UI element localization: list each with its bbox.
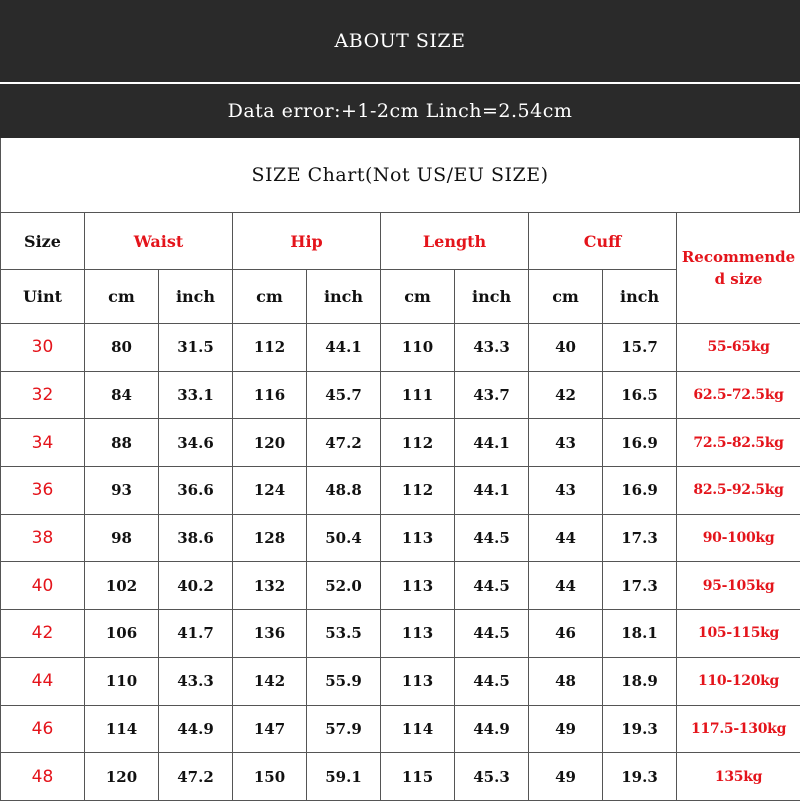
recommended-weight-cell: 62.5-72.5kg bbox=[677, 371, 800, 419]
measurement-cell: 113 bbox=[381, 514, 455, 562]
measurement-cell: 44.5 bbox=[455, 514, 529, 562]
measurement-cell: 80 bbox=[85, 324, 159, 372]
measurement-cell: 18.1 bbox=[603, 610, 677, 658]
measurement-cell: 17.3 bbox=[603, 562, 677, 610]
measurement-cell: 41.7 bbox=[159, 610, 233, 658]
measurement-cell: 43 bbox=[529, 467, 603, 515]
chart-title: SIZE Chart(Not US/EU SIZE) bbox=[0, 138, 800, 212]
measurement-cell: 44.1 bbox=[455, 419, 529, 467]
recommended-weight-cell: 117.5-130kg bbox=[677, 705, 800, 753]
measurement-cell: 114 bbox=[85, 705, 159, 753]
measurement-cell: 147 bbox=[233, 705, 307, 753]
measurement-cell: 112 bbox=[381, 467, 455, 515]
measurement-cell: 113 bbox=[381, 610, 455, 658]
size-cell: 48 bbox=[1, 753, 85, 801]
measurement-cell: 38.6 bbox=[159, 514, 233, 562]
measurement-cell: 43 bbox=[529, 419, 603, 467]
measurement-cell: 52.0 bbox=[307, 562, 381, 610]
unit-cell: inch bbox=[455, 270, 529, 324]
measurement-cell: 116 bbox=[233, 371, 307, 419]
table-row bbox=[1, 371, 800, 419]
size-cell: 36 bbox=[1, 467, 85, 515]
unit-cell: inch bbox=[603, 270, 677, 324]
measurement-cell: 19.3 bbox=[603, 753, 677, 801]
unit-header: Uint bbox=[1, 270, 85, 324]
measurement-cell: 111 bbox=[381, 371, 455, 419]
unit-cell: inch bbox=[307, 270, 381, 324]
table-row bbox=[1, 419, 800, 467]
size-cell: 32 bbox=[1, 371, 85, 419]
size-cell: 34 bbox=[1, 419, 85, 467]
measurement-cell: 50.4 bbox=[307, 514, 381, 562]
size-table bbox=[0, 212, 800, 801]
recommended-weight-cell: 90-100kg bbox=[677, 514, 800, 562]
table-row bbox=[1, 657, 800, 705]
measurement-cell: 59.1 bbox=[307, 753, 381, 801]
table-row bbox=[1, 705, 800, 753]
measurement-cell: 19.3 bbox=[603, 705, 677, 753]
recommended-size-header: Recommended size bbox=[677, 213, 800, 324]
table-row bbox=[1, 562, 800, 610]
measurement-cell: 114 bbox=[381, 705, 455, 753]
size-cell: 46 bbox=[1, 705, 85, 753]
table-row bbox=[1, 610, 800, 658]
measurement-cell: 49 bbox=[529, 705, 603, 753]
unit-cell: cm bbox=[529, 270, 603, 324]
measurement-cell: 44 bbox=[529, 562, 603, 610]
measurement-cell: 44.5 bbox=[455, 562, 529, 610]
measurement-cell: 150 bbox=[233, 753, 307, 801]
measurement-cell: 128 bbox=[233, 514, 307, 562]
unit-cell: cm bbox=[233, 270, 307, 324]
recommended-weight-cell: 55-65kg bbox=[677, 324, 800, 372]
measurement-cell: 57.9 bbox=[307, 705, 381, 753]
measurement-cell: 136 bbox=[233, 610, 307, 658]
measurement-cell: 44.5 bbox=[455, 610, 529, 658]
measurement-cell: 113 bbox=[381, 562, 455, 610]
measurement-cell: 43.3 bbox=[159, 657, 233, 705]
measurement-cell: 120 bbox=[233, 419, 307, 467]
recommended-weight-cell: 135kg bbox=[677, 753, 800, 801]
measurement-cell: 110 bbox=[85, 657, 159, 705]
size-cell: 40 bbox=[1, 562, 85, 610]
measurement-cell: 16.5 bbox=[603, 371, 677, 419]
size-cell: 30 bbox=[1, 324, 85, 372]
measurement-cell: 110 bbox=[381, 324, 455, 372]
measurement-cell: 43.3 bbox=[455, 324, 529, 372]
table-row bbox=[1, 753, 800, 801]
measurement-cell: 132 bbox=[233, 562, 307, 610]
measurement-cell: 43.7 bbox=[455, 371, 529, 419]
table-row bbox=[1, 467, 800, 515]
size-cell: 42 bbox=[1, 610, 85, 658]
size-cell: 38 bbox=[1, 514, 85, 562]
measurement-cell: 31.5 bbox=[159, 324, 233, 372]
measurement-cell: 47.2 bbox=[159, 753, 233, 801]
unit-cell: inch bbox=[159, 270, 233, 324]
measurement-cell: 42 bbox=[529, 371, 603, 419]
data-error-note: Data error:+1-2cm Linch=2.54cm bbox=[0, 84, 800, 138]
measurement-cell: 49 bbox=[529, 753, 603, 801]
size-header: Size bbox=[1, 213, 85, 270]
measurement-cell: 17.3 bbox=[603, 514, 677, 562]
recommended-weight-cell: 110-120kg bbox=[677, 657, 800, 705]
recommended-weight-cell: 82.5-92.5kg bbox=[677, 467, 800, 515]
measurement-cell: 44.9 bbox=[455, 705, 529, 753]
measurement-cell: 88 bbox=[85, 419, 159, 467]
measurement-cell: 98 bbox=[85, 514, 159, 562]
measurement-cell: 106 bbox=[85, 610, 159, 658]
measurement-cell: 15.7 bbox=[603, 324, 677, 372]
measurement-cell: 142 bbox=[233, 657, 307, 705]
measurement-cell: 36.6 bbox=[159, 467, 233, 515]
waist-header: Waist bbox=[85, 213, 233, 270]
measurement-cell: 48.8 bbox=[307, 467, 381, 515]
measurement-cell: 44.5 bbox=[455, 657, 529, 705]
unit-cell: cm bbox=[381, 270, 455, 324]
measurement-cell: 40.2 bbox=[159, 562, 233, 610]
measurement-cell: 16.9 bbox=[603, 467, 677, 515]
measurement-cell: 40 bbox=[529, 324, 603, 372]
measurement-cell: 16.9 bbox=[603, 419, 677, 467]
measurement-cell: 102 bbox=[85, 562, 159, 610]
measurement-cell: 44.1 bbox=[455, 467, 529, 515]
recommended-weight-cell: 105-115kg bbox=[677, 610, 800, 658]
measurement-cell: 112 bbox=[233, 324, 307, 372]
measurement-cell: 48 bbox=[529, 657, 603, 705]
measurement-cell: 112 bbox=[381, 419, 455, 467]
measurement-cell: 34.6 bbox=[159, 419, 233, 467]
recommended-weight-cell: 72.5-82.5kg bbox=[677, 419, 800, 467]
table-row bbox=[1, 324, 800, 372]
measurement-cell: 55.9 bbox=[307, 657, 381, 705]
measurement-cell: 47.2 bbox=[307, 419, 381, 467]
cuff-header: Cuff bbox=[529, 213, 677, 270]
measurement-cell: 84 bbox=[85, 371, 159, 419]
page-title: ABOUT SIZE bbox=[0, 0, 800, 82]
hip-header: Hip bbox=[233, 213, 381, 270]
size-cell: 44 bbox=[1, 657, 85, 705]
measurement-cell: 53.5 bbox=[307, 610, 381, 658]
header-row-groups bbox=[1, 213, 800, 270]
measurement-cell: 18.9 bbox=[603, 657, 677, 705]
length-header: Length bbox=[381, 213, 529, 270]
measurement-cell: 44.1 bbox=[307, 324, 381, 372]
table-row bbox=[1, 514, 800, 562]
measurement-cell: 45.3 bbox=[455, 753, 529, 801]
measurement-cell: 93 bbox=[85, 467, 159, 515]
measurement-cell: 124 bbox=[233, 467, 307, 515]
measurement-cell: 44.9 bbox=[159, 705, 233, 753]
measurement-cell: 120 bbox=[85, 753, 159, 801]
measurement-cell: 113 bbox=[381, 657, 455, 705]
measurement-cell: 46 bbox=[529, 610, 603, 658]
unit-cell: cm bbox=[85, 270, 159, 324]
measurement-cell: 115 bbox=[381, 753, 455, 801]
measurement-cell: 44 bbox=[529, 514, 603, 562]
measurement-cell: 33.1 bbox=[159, 371, 233, 419]
measurement-cell: 45.7 bbox=[307, 371, 381, 419]
recommended-weight-cell: 95-105kg bbox=[677, 562, 800, 610]
